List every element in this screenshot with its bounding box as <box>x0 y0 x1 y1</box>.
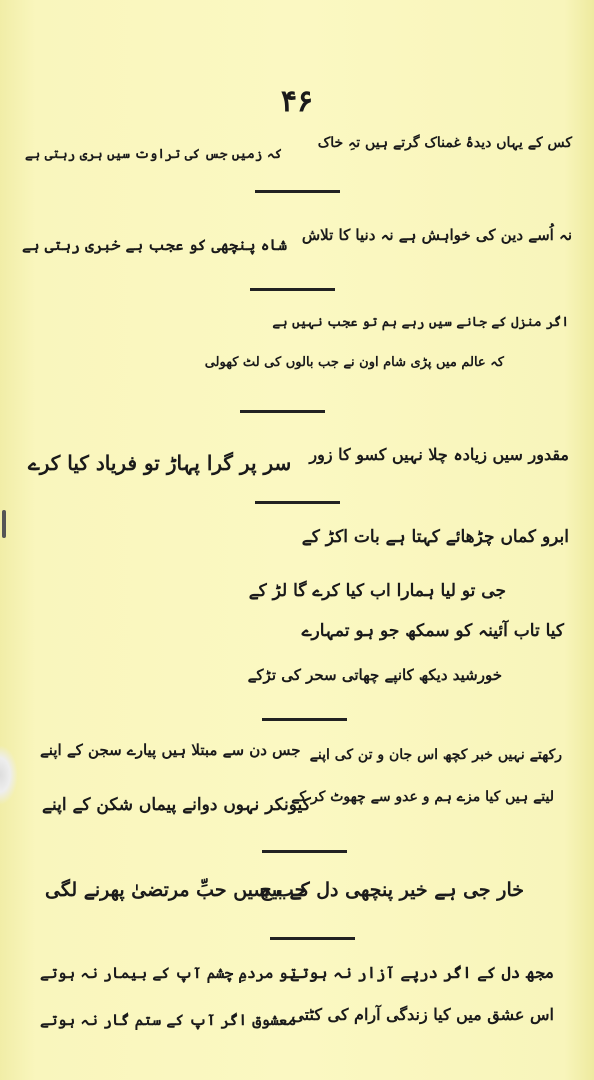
verse-line: اس عشق میں کیا زندگی آرام کی کٹتی <box>291 1005 554 1024</box>
section-divider <box>262 718 347 721</box>
verse-line: معشوق اگر آپ کے ستم گار نہ ہوتے <box>40 1011 297 1029</box>
section-divider <box>240 410 325 413</box>
page-number: ۴۶ <box>280 84 314 119</box>
section-divider <box>250 288 335 291</box>
verse-line: جس دن سے مبتلا ہیں پیارے سجن کے اپنے <box>40 741 301 759</box>
verse-line: جی تو لیا ہمارا اب کیا کرے گا لڑ کے <box>248 581 506 601</box>
verse-line: جب سیں حبِّ مرتضیٰ پھرنے لگی <box>45 879 307 901</box>
section-divider <box>270 937 355 940</box>
page-tear <box>0 745 18 805</box>
verse-line: کیا تاب آئینہ کو سمکھ جو ہو تمہارے <box>301 621 564 641</box>
verse-line: اگر منزل کے جانے سیں رہے ہم تو عجب نہیں ہے <box>272 315 569 330</box>
verse-line: سر پر گرا پہاڑ تو فریاد کیا کرے <box>28 451 292 475</box>
verse-line: لیتے ہیں کیا مزے ہم و عدو سے چھوٹ کر کے <box>291 789 554 805</box>
verse-line: کہ زمیں جس کی تراوت سیں ہری رہتی ہے <box>25 147 283 162</box>
verse-line: شاہ پنچھی کو عجب بے خبری رہتی ہے <box>22 236 288 254</box>
verse-line: کیونکر نہوں دوانے پیماں شکن کے اپنے <box>42 795 311 815</box>
verse-line: تو مردمِ چشم آپ کے بیمار نہ ہوتے <box>40 964 297 982</box>
verse-line: مقدور سیں زیادہ چلا نہیں کسو کا زور <box>309 445 569 464</box>
section-divider <box>262 850 347 853</box>
binding-mark <box>2 510 6 538</box>
verse-line: خورشید دیکھ کانپے چھاتی سحر کی تڑکے <box>247 666 502 684</box>
verse-line: ابرو کماں چڑھائے کہتا ہے بات اکڑ کے <box>301 527 569 547</box>
verse-line: رکھتے نہیں خبر کچھ اس جان و تن کی اپنے <box>309 747 562 763</box>
section-divider <box>255 501 340 504</box>
verse-line: مجھ دل کے اگر درپے آزار نہ ہوتے <box>290 963 554 982</box>
verse-line: کہ عالم میں پڑی شام اون نے جب بالوں کی لٹ کھولی <box>204 355 504 370</box>
verse-line: خار جی ہے خیر پنچھی دل کے بیچ <box>259 879 524 901</box>
verse-line: کس کے یہاں دیدۂ غمناک گرتے ہیں تہِ خاک <box>317 135 572 151</box>
verse-line: نہ اُسے دین کی خواہش ہے نہ دنیا کا تلاش <box>301 226 572 244</box>
section-divider <box>255 190 340 193</box>
